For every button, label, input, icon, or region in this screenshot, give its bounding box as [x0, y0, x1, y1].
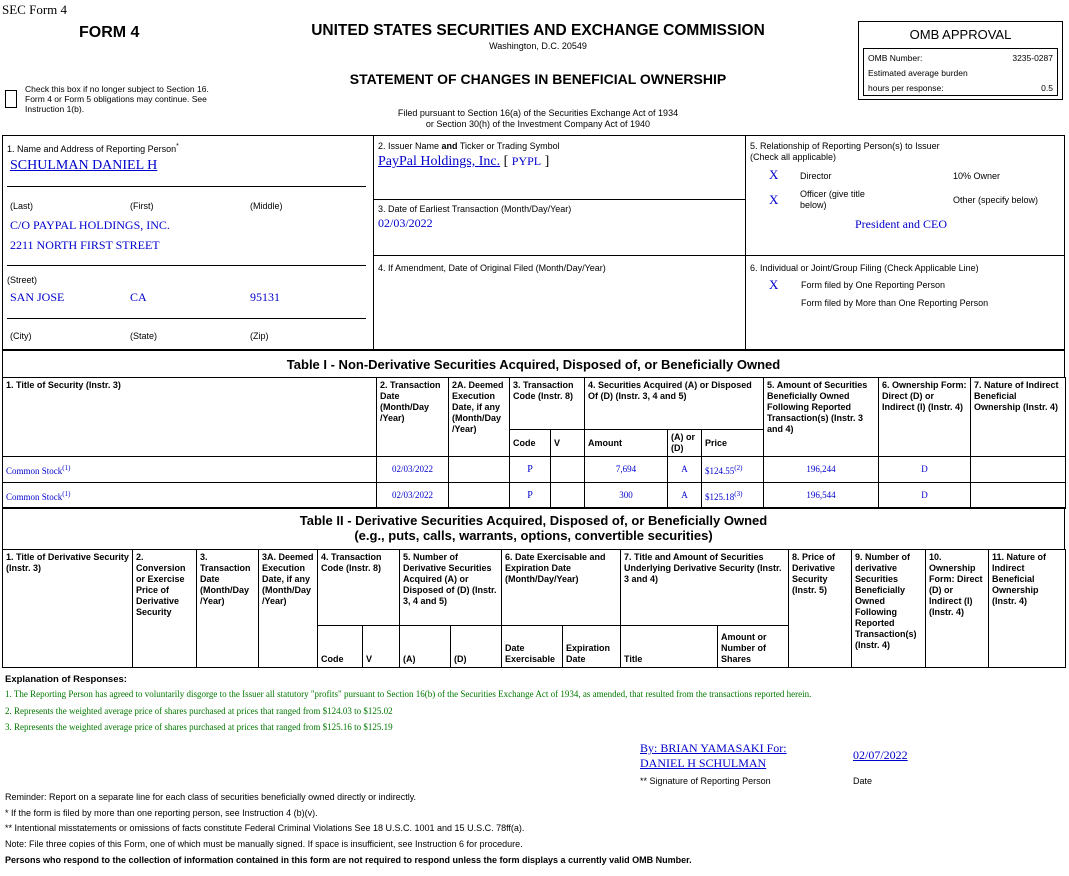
t2-code-header: Code: [318, 626, 363, 668]
t2-h3: 3. Transaction Date (Month/Day /Year): [197, 550, 259, 668]
signature-label: ** Signature of Reporting Person: [640, 776, 771, 786]
t2-h6: 6. Date Exercisable and Expiration Date (Month/Day/Year): [502, 550, 621, 626]
deemed-date: [449, 483, 510, 509]
securities-amount: 300: [585, 483, 668, 509]
t2-title-header: Title: [621, 626, 718, 668]
city-label: (City): [10, 331, 32, 341]
footer-omb-notice: Persons who respond to the collection of information contained in this form are not required to respond unless the form displays a currently valid OMB Number.: [5, 855, 692, 865]
t1-h2: 2. Transaction Date (Month/Day /Year): [377, 378, 449, 457]
table2-title: Table II - Derivative Securities Acquired, Disposed of, or Beneficially Owned: [299, 513, 768, 528]
section16-checkbox[interactable]: [5, 90, 17, 108]
price: $125.18$^{(3)}$: [702, 483, 764, 509]
omb-number-label: OMB Number:: [868, 53, 923, 63]
box2-label: 2. Issuer Name and Ticker or Trading Symbol: [378, 141, 560, 151]
other-label: Other (specify below): [953, 195, 1039, 205]
acquired-disposed: A: [668, 457, 702, 483]
earliest-transaction-date: 02/03/2022: [378, 216, 433, 230]
footer-misstatements: ** Intentional misstatements or omissions of facts constitute Federal Criminal Violations See 18 U.S.C. 1001 and 15 U.S.C. 78ff(a).: [5, 823, 525, 833]
ticker-symbol: PYPL: [511, 154, 542, 168]
omb-number-value: 3235-0287: [1012, 53, 1053, 63]
footnote-1: 1. The Reporting Person has agreed to voluntarily disgorge to the Issuer all statutory "profits" pursuant to Section 16(b) of the Securities Exchange Act of 1934, as amended, that resulted from the transactions reported herein.: [5, 689, 812, 699]
footer-reminder: Reminder: Report on a separate line for each class of securities beneficially owned directly or indirectly.: [5, 792, 417, 802]
t2-h7: 7. Title and Amount of Securities Underlying Derivative Security (Instr. 3 and 4): [621, 550, 789, 626]
nature-indirect: [971, 457, 1066, 483]
t1-v-header: V: [551, 430, 585, 457]
address-line1: C/O PAYPAL HOLDINGS, INC.: [10, 218, 170, 232]
address-line2: 2211 NORTH FIRST STREET: [10, 238, 160, 252]
box6-label: 6. Individual or Joint/Group Filing (Check Applicable Line): [750, 263, 979, 273]
table1-title-bar: [2, 350, 1065, 378]
footer-note: Note: File three copies of this Form, one of which must be manually signed. If space is insufficient, see Instruction 6 for procedure.: [5, 839, 523, 849]
table2-title-bar: [2, 507, 1065, 550]
t2-h11: 11. Nature of Indirect Beneficial Ownership (Instr. 4): [989, 550, 1066, 668]
sec-form-label: SEC Form 4: [2, 2, 68, 17]
omb-hours-value: 0.5: [1041, 83, 1053, 93]
omb-approval-box: [858, 21, 1063, 100]
first-name-label: (First): [130, 201, 154, 211]
state-label: (State): [130, 331, 158, 341]
t2-h8: 8. Price of Derivative Security (Instr. 5): [789, 550, 852, 668]
t2-d-header: (D): [451, 626, 502, 668]
omb-inner-box: [863, 48, 1058, 96]
officer-title: President and CEO: [855, 217, 947, 231]
security-title: Common Stock$^{(1)}$: [3, 457, 377, 483]
owned-following: 196,244: [764, 457, 879, 483]
omb-title: OMB APPROVAL: [909, 27, 1012, 42]
table1: [2, 377, 1066, 509]
omb-burden-label: Estimated average burden: [868, 68, 968, 78]
t2-h4: 4. Transaction Code (Instr. 8): [318, 550, 400, 626]
transaction-date: 02/03/2022: [377, 483, 449, 509]
explanation-heading: Explanation of Responses:: [5, 674, 127, 685]
director-label: Director: [800, 171, 832, 181]
signature-date[interactable]: 02/07/2022: [853, 748, 908, 762]
t1-h4: 4. Securities Acquired (A) or Disposed Of (D) (Instr. 3, 4 and 5): [585, 378, 764, 430]
signature-link[interactable]: By: BRIAN YAMASAKI For: DANIEL H SCHULMAN: [640, 741, 787, 770]
box4-label: 4. If Amendment, Date of Original Filed (Month/Day/Year): [378, 263, 606, 273]
box5-label: 5. Relationship of Reporting Person(s) to Issuer (Check all applicable): [750, 141, 940, 162]
more-persons-label: Form filed by More than One Reporting Person: [801, 298, 989, 308]
t1-amount-header: Amount: [585, 430, 668, 457]
state-value: CA: [130, 290, 147, 304]
footnote-3: 3. Represents the weighted average price of shares purchased at prices that ranged from $125.16 to $125.19: [5, 722, 393, 732]
t2-h3a: 3A. Deemed Execution Date, if any (Month/Day /Year): [259, 550, 318, 668]
director-mark: X: [769, 167, 779, 182]
box1-label: 1. Name and Address of Reporting Person*: [7, 143, 179, 154]
t1-h6: 6. Ownership Form: Direct (D) or Indirect (I) (Instr. 4): [879, 378, 971, 457]
statement-title: STATEMENT OF CHANGES IN BENEFICIAL OWNERSHIP: [349, 71, 727, 87]
officer-mark: X: [769, 192, 779, 207]
t2-v-header: V: [363, 626, 400, 668]
form-title: FORM 4: [79, 24, 140, 41]
t1-h2a: 2A. Deemed Execution Date, if any (Month/Day /Year): [449, 378, 510, 457]
box3-label: 3. Date of Earliest Transaction (Month/Day/Year): [378, 204, 572, 214]
t1-h7: 7. Nature of Indirect Beneficial Ownership (Instr. 4): [971, 378, 1066, 457]
t2-h5: 5. Number of Derivative Securities Acquired (A) or Disposed of (D) (Instr. 3, 4 and 5): [400, 550, 502, 626]
t1-h1: 1. Title of Security (Instr. 3): [3, 378, 377, 457]
ownership-form: D: [879, 483, 971, 509]
filed-pursuant-line2: or Section 30(h) of the Investment Company Act of 1940: [425, 119, 651, 129]
t2-h2: 2. Conversion or Exercise Price of Derivative Security: [133, 550, 197, 668]
security-title: Common Stock$^{(1)}$: [3, 483, 377, 509]
table2-subtitle: (e.g., puts, calls, warrants, options, convertible securities): [354, 528, 713, 543]
securities-amount: 7,694: [585, 457, 668, 483]
date-label: Date: [853, 776, 873, 786]
t1-h3: 3. Transaction Code (Instr. 8): [510, 378, 585, 430]
acquired-disposed: A: [668, 483, 702, 509]
zip-value: 95131: [250, 290, 280, 304]
owned-following: 196,544: [764, 483, 879, 509]
transaction-date: 02/03/2022: [377, 457, 449, 483]
t2-date-exercisable-header: Date Exercisable: [502, 626, 563, 668]
t2-h10: 10. Ownership Form: Direct (D) or Indirect (I) (Instr. 4): [926, 550, 989, 668]
officer-label: Officer (give title below): [800, 189, 865, 210]
t1-code-header: Code: [510, 430, 551, 457]
t2-amount-header: Amount or Number of Shares: [718, 626, 789, 668]
last-name-label: (Last): [10, 201, 34, 211]
transaction-code: P: [510, 457, 551, 483]
ownership-form: D: [879, 457, 971, 483]
zip-label: (Zip): [250, 331, 269, 341]
t1-aord-header: (A) or (D): [668, 430, 702, 457]
transaction-code: P: [510, 483, 551, 509]
table2: [2, 549, 1066, 668]
issuer-line: PayPal Holdings, Inc. [ PYPL ]: [378, 154, 550, 169]
middle-name-label: (Middle): [250, 201, 283, 211]
ten-percent-owner-label: 10% Owner: [953, 171, 1001, 181]
agency-city: Washington, D.C. 20549: [489, 41, 587, 51]
footer-instruction4: * If the form is filed by more than one reporting person, see Instruction 4 (b)(v).: [5, 808, 318, 818]
t1-price-header: Price: [702, 430, 764, 457]
footnote-2: 2. Represents the weighted average price of shares purchased at prices that ranged from $124.03 to $125.02: [5, 706, 393, 716]
agency-name: UNITED STATES SECURITIES AND EXCHANGE COMMISSION: [311, 22, 765, 39]
table1-title: Table I - Non-Derivative Securities Acquired, Disposed of, or Beneficially Owned: [286, 357, 781, 372]
one-person-label: Form filed by One Reporting Person: [801, 280, 946, 290]
transaction-v: [551, 457, 585, 483]
table-row: [3, 483, 1066, 509]
issuer-name-link[interactable]: PayPal Holdings, Inc.: [378, 154, 501, 169]
table-row: [3, 457, 1066, 483]
t1-h5: 5. Amount of Securities Beneficially Owned Following Reported Transaction(s) (Instr. 3 and 4): [764, 378, 879, 457]
city-value: SAN JOSE: [10, 290, 65, 304]
t2-a-header: (A): [400, 626, 451, 668]
price: $124.55$^{(2)}$: [702, 457, 764, 483]
section16-checkbox-label: Check this box if no longer subject to Section 16. Form 4 or Form 5 obligations may continue. See Instruction 1(b).: [25, 84, 209, 114]
t2-expiration-header: Expiration Date: [563, 626, 621, 668]
nature-indirect: [971, 483, 1066, 509]
omb-hours-label: hours per response:: [868, 83, 944, 93]
street-label: (Street): [7, 275, 38, 285]
deemed-date: [449, 457, 510, 483]
transaction-v: [551, 483, 585, 509]
filed-pursuant-line1: Filed pursuant to Section 16(a) of the Securities Exchange Act of 1934: [397, 108, 679, 118]
t2-h9: 9. Number of derivative Securities Beneficially Owned Following Reported Transaction(s) (Instr. 4): [852, 550, 926, 668]
reporting-person-name-link[interactable]: SCHULMAN DANIEL H: [10, 158, 158, 173]
one-person-mark: X: [769, 277, 779, 292]
t2-h1: 1. Title of Derivative Security (Instr. 3): [3, 550, 133, 668]
